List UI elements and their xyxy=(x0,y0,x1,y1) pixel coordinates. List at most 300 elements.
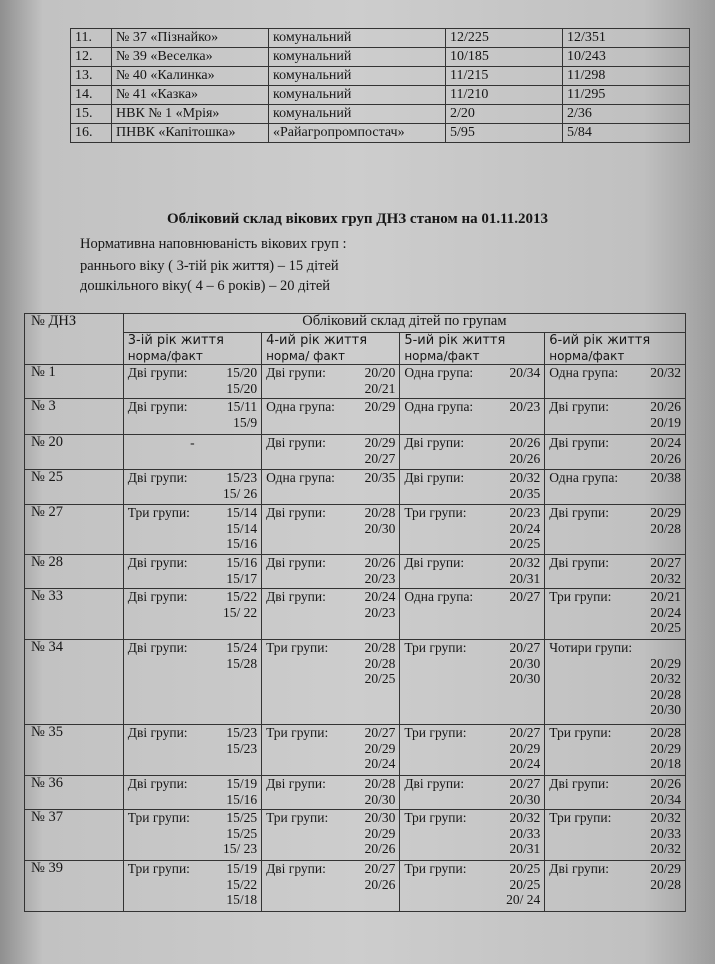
norm-fact-values xyxy=(509,365,540,381)
group-cell xyxy=(400,589,545,640)
norm-fact-value: 20/28 xyxy=(364,655,396,671)
table-row xyxy=(25,555,686,589)
norm-fact-value: 15/16 xyxy=(226,536,258,551)
dnz-number: № 35 xyxy=(25,725,124,776)
group-count: Одна група: xyxy=(266,399,335,414)
group-count: Дві групи: xyxy=(404,555,465,570)
norm-fact-value: 20/26 xyxy=(650,776,681,791)
cell-num: 15. xyxy=(71,105,112,124)
group-count: Дві групи: xyxy=(266,589,326,604)
group-content xyxy=(404,861,540,908)
norm-fact-value: 20/30 xyxy=(364,520,396,536)
group-cell xyxy=(262,589,400,640)
group-count: Дві групи: xyxy=(549,776,610,791)
norm-fact-value: 20/24 xyxy=(364,589,396,604)
norm-fact-values xyxy=(365,725,396,772)
group-count: Дві групи: xyxy=(549,861,610,876)
norm-line-3: дошкільного віку( 4 – 6 років) – 20 дітей xyxy=(80,278,331,294)
group-content xyxy=(404,776,540,807)
cell-form: комунальний xyxy=(269,67,446,86)
group-content xyxy=(128,399,257,430)
norm-fact-value: 20/21 xyxy=(364,380,396,396)
group-content xyxy=(404,365,540,381)
group-content xyxy=(549,776,681,807)
dnz-number: № 36 xyxy=(25,776,124,810)
cell-name: ПНВК «Капітошка» xyxy=(112,124,269,143)
group-cell xyxy=(545,776,686,810)
norm-fact-values xyxy=(650,776,681,807)
group-content xyxy=(549,725,681,772)
group-content xyxy=(266,435,395,466)
group-count: Дві групи: xyxy=(549,505,610,520)
dnz-number: № 34 xyxy=(25,640,124,725)
group-count: Три групи: xyxy=(266,640,329,655)
age-title: 6-ий рік життя xyxy=(549,333,651,348)
norm-fact-values xyxy=(509,640,540,687)
group-cell xyxy=(262,399,400,435)
group-cell xyxy=(123,776,261,810)
group-count: Одна група: xyxy=(404,399,474,414)
norm-fact-value: 20/ 24 xyxy=(506,892,541,907)
group-count: Три групи: xyxy=(127,861,190,876)
norm-fact-values xyxy=(549,656,681,718)
group-cell xyxy=(262,505,400,555)
group-count: Дві групи: xyxy=(549,399,610,414)
table-row xyxy=(71,29,690,48)
group-content xyxy=(266,640,395,687)
age-title: 3-ій рік життя xyxy=(127,333,224,348)
norm-fact-value: 15/14 xyxy=(226,505,258,520)
cell-a: 10/185 xyxy=(446,48,563,67)
group-content xyxy=(266,365,395,396)
norm-fact-value: 20/23 xyxy=(509,399,541,414)
norm-fact-value: 15/24 xyxy=(226,640,258,655)
age-title: 4-ий рік життя xyxy=(266,333,368,348)
group-content xyxy=(266,861,395,892)
cell-a: 11/210 xyxy=(446,86,563,105)
group-content xyxy=(404,470,540,501)
norm-fact-value: 20/32 xyxy=(650,365,681,380)
age-subtitle: норма/факт xyxy=(127,348,203,363)
group-content xyxy=(266,725,395,772)
cell-b: 12/351 xyxy=(563,29,690,48)
group-cell xyxy=(262,725,400,776)
group-cell xyxy=(123,725,261,776)
norm-fact-value: 20/26 xyxy=(509,435,541,450)
norm-fact-values xyxy=(226,555,257,586)
norm-line-1: Нормативна наповнюваність вікових груп : xyxy=(80,236,347,252)
norm-fact-value: 20/35 xyxy=(364,470,396,485)
age-header xyxy=(123,333,261,365)
group-count: Три групи: xyxy=(549,725,612,740)
norm-fact-value: 15/22 xyxy=(226,589,258,604)
group-content xyxy=(549,505,681,536)
table-row xyxy=(25,776,686,810)
group-count: Дві групи: xyxy=(266,365,326,380)
group-cell xyxy=(400,435,545,470)
group-content xyxy=(266,810,395,857)
group-cell xyxy=(400,640,545,725)
group-content xyxy=(128,725,257,756)
norm-fact-value: 20/25 xyxy=(650,620,681,635)
norm-fact-value: 20/25 xyxy=(509,861,541,876)
group-count: Три групи: xyxy=(404,810,467,825)
norm-fact-value: 20/27 xyxy=(364,725,396,740)
group-count: Одна група: xyxy=(549,470,619,485)
norm-fact-value: 20/30 xyxy=(509,791,541,807)
group-count: - xyxy=(190,435,195,450)
group-count: Дві групи: xyxy=(127,365,188,380)
norm-fact-value: 20/30 xyxy=(364,791,396,807)
cell-name: № 37 «Пізнайко» xyxy=(112,29,269,48)
group-count: Дві групи: xyxy=(127,589,188,604)
group-count: Дві групи: xyxy=(127,399,188,414)
norm-fact-value: 20/24 xyxy=(650,604,681,620)
norm-fact-values xyxy=(226,725,257,756)
table-row xyxy=(71,67,690,86)
table-row xyxy=(71,124,690,143)
table-row xyxy=(25,470,686,505)
group-content xyxy=(404,640,540,687)
norm-fact-value: 20/27 xyxy=(509,589,541,604)
norm-fact-values xyxy=(365,861,396,892)
norm-fact-value: 20/30 xyxy=(509,655,541,671)
group-count: Дві групи: xyxy=(127,470,188,485)
norm-fact-values xyxy=(365,399,396,415)
norm-fact-value: 20/32 xyxy=(509,810,541,825)
norm-fact-value: 20/29 xyxy=(364,399,396,414)
norm-fact-value: 20/29 xyxy=(364,825,396,841)
group-count: Одна група: xyxy=(404,365,474,380)
group-count: Три групи: xyxy=(404,505,467,520)
norm-fact-value: 20/33 xyxy=(650,825,681,841)
group-cell xyxy=(262,555,400,589)
group-cell xyxy=(262,810,400,861)
norm-fact-value: 20/29 xyxy=(650,740,681,756)
cell-name: № 39 «Веселка» xyxy=(112,48,269,67)
group-cell xyxy=(545,470,686,505)
norm-fact-value: 20/28 xyxy=(650,686,681,702)
composition-header: Обліковий склад дітей по групам xyxy=(123,314,685,333)
group-content xyxy=(549,861,681,892)
cell-form: комунальний xyxy=(269,48,446,67)
age-subtitle: норма/ факт xyxy=(266,348,345,363)
norm-fact-value: 20/27 xyxy=(364,861,396,876)
age-title: 5-ий рік життя xyxy=(404,333,506,348)
norm-fact-value: 15/19 xyxy=(226,861,258,876)
norm-fact-values xyxy=(509,435,540,466)
group-count: Дві групи: xyxy=(127,725,188,740)
group-count: Дві групи: xyxy=(127,640,188,655)
norm-fact-values xyxy=(509,399,540,415)
group-count: Дві групи: xyxy=(266,555,326,570)
group-cell xyxy=(123,435,261,470)
group-count: Чотири групи: xyxy=(549,640,633,655)
norm-fact-value: 20/24 xyxy=(364,756,396,771)
norm-fact-values xyxy=(650,810,681,857)
norm-fact-value: 20/30 xyxy=(650,702,681,717)
norm-fact-values xyxy=(509,555,540,586)
group-count: Одна група: xyxy=(266,470,335,485)
group-content xyxy=(404,589,540,605)
group-cell xyxy=(123,555,261,589)
group-count: Дві групи: xyxy=(549,435,610,450)
norm-fact-value: 20/21 xyxy=(650,589,681,604)
cell-num: 13. xyxy=(71,67,112,86)
group-count: Три групи: xyxy=(404,640,467,655)
group-cell xyxy=(123,365,261,399)
group-cell xyxy=(400,810,545,861)
cell-num: 14. xyxy=(71,86,112,105)
norm-fact-values xyxy=(509,505,540,552)
table-row xyxy=(25,861,686,912)
group-cell xyxy=(400,470,545,505)
cell-b: 5/84 xyxy=(563,124,690,143)
group-cell xyxy=(400,776,545,810)
norm-fact-value: 15/25 xyxy=(226,825,258,841)
norm-fact-value: 20/34 xyxy=(650,791,681,807)
norm-fact-value: 20/32 xyxy=(509,470,541,485)
group-content xyxy=(404,399,540,415)
cell-form: комунальний xyxy=(269,86,446,105)
norm-fact-value: 20/19 xyxy=(650,414,681,430)
group-content xyxy=(549,589,681,636)
dnz-number: № 33 xyxy=(25,589,124,640)
norm-fact-values xyxy=(223,810,257,857)
cell-a: 11/215 xyxy=(446,67,563,86)
norm-fact-value: 15/ 22 xyxy=(222,604,258,620)
group-count: Три групи: xyxy=(549,589,612,604)
norm-fact-value: 20/28 xyxy=(364,776,396,791)
group-count: Дві групи: xyxy=(404,435,465,450)
group-count: Одна група: xyxy=(549,365,619,380)
kindergarten-list-table xyxy=(70,28,690,143)
norm-fact-values xyxy=(650,435,681,466)
cell-name: № 41 «Казка» xyxy=(112,86,269,105)
group-content xyxy=(266,505,395,536)
norm-fact-value: 20/27 xyxy=(509,725,541,740)
norm-fact-value: 15/ 23 xyxy=(222,841,258,856)
group-cell xyxy=(123,505,261,555)
group-cell xyxy=(262,470,400,505)
norm-fact-values xyxy=(365,505,396,536)
group-count: Дві групи: xyxy=(404,776,465,791)
group-content xyxy=(128,505,257,552)
cell-num: 11. xyxy=(71,29,112,48)
group-count: Три групи: xyxy=(404,725,467,740)
group-count: Дві групи: xyxy=(266,776,326,791)
norm-fact-value: 20/32 xyxy=(650,841,681,856)
group-content xyxy=(549,365,681,381)
group-cell xyxy=(123,640,261,725)
norm-fact-values xyxy=(226,861,257,908)
cell-num: 16. xyxy=(71,124,112,143)
norm-fact-value: 20/18 xyxy=(650,756,681,771)
dnz-number: № 3 xyxy=(25,399,124,435)
norm-fact-value: 20/28 xyxy=(650,876,681,892)
group-cell xyxy=(545,399,686,435)
norm-fact-value: 15/16 xyxy=(226,555,258,570)
age-subtitle: норма/факт xyxy=(404,348,480,363)
norm-fact-values xyxy=(226,640,257,671)
age-header xyxy=(545,333,686,365)
norm-fact-value: 15/25 xyxy=(226,810,258,825)
norm-fact-value: 20/26 xyxy=(364,555,396,570)
norm-fact-values xyxy=(650,365,681,381)
group-cell xyxy=(545,861,686,912)
norm-fact-value: 20/26 xyxy=(364,876,396,892)
group-content xyxy=(128,435,257,451)
norm-fact-values xyxy=(650,470,681,486)
norm-fact-value: 15/20 xyxy=(226,365,258,380)
norm-fact-value: 15/ 26 xyxy=(222,485,258,501)
norm-fact-values xyxy=(650,399,681,430)
norm-fact-value: 20/30 xyxy=(364,810,396,825)
cell-form: комунальний xyxy=(269,29,446,48)
norm-fact-value: 20/29 xyxy=(650,505,681,520)
group-content xyxy=(549,810,681,857)
norm-fact-value: 20/29 xyxy=(509,740,541,756)
norm-fact-values xyxy=(365,776,396,807)
norm-fact-value: 20/27 xyxy=(509,640,541,655)
norm-fact-values xyxy=(365,555,396,586)
norm-fact-values xyxy=(365,365,396,396)
col-dnz-header: № ДНЗ xyxy=(25,314,124,365)
norm-fact-value: 20/23 xyxy=(364,604,396,620)
norm-fact-value: 20/27 xyxy=(650,555,681,570)
norm-fact-value: 20/25 xyxy=(509,876,541,892)
group-content xyxy=(128,589,257,620)
group-cell xyxy=(400,399,545,435)
table-row xyxy=(25,399,686,435)
norm-fact-values xyxy=(509,589,540,605)
dnz-number: № 1 xyxy=(25,365,124,399)
group-cell xyxy=(545,555,686,589)
group-content xyxy=(266,776,395,807)
table-row xyxy=(25,589,686,640)
norm-fact-value: 20/29 xyxy=(650,655,681,671)
group-content xyxy=(128,776,257,807)
norm-fact-value: 20/23 xyxy=(509,505,541,520)
norm-fact-value: 20/31 xyxy=(509,570,541,586)
group-cell xyxy=(545,640,686,725)
table-row xyxy=(25,725,686,776)
group-count: Одна група: xyxy=(404,589,474,604)
norm-fact-values xyxy=(509,470,540,501)
norm-fact-value: 15/9 xyxy=(233,414,258,430)
norm-fact-value: 20/28 xyxy=(364,505,396,520)
table-row xyxy=(71,48,690,67)
norm-fact-values xyxy=(650,555,681,586)
dnz-number: № 28 xyxy=(25,555,124,589)
group-cell xyxy=(545,435,686,470)
norm-fact-values xyxy=(365,810,396,857)
norm-fact-value: 15/17 xyxy=(226,570,258,586)
group-content xyxy=(128,810,257,857)
norm-fact-value: 20/35 xyxy=(509,485,541,501)
dnz-number: № 27 xyxy=(25,505,124,555)
norm-fact-value: 20/27 xyxy=(364,450,396,466)
norm-fact-value: 20/28 xyxy=(650,520,681,536)
group-content xyxy=(549,555,681,586)
norm-fact-values xyxy=(365,435,396,466)
group-content xyxy=(128,861,257,908)
norm-fact-values xyxy=(509,810,540,857)
cell-name: № 40 «Калинка» xyxy=(112,67,269,86)
age-subtitle: норма/факт xyxy=(549,348,625,363)
group-count: Три групи: xyxy=(127,505,190,520)
norm-fact-value: 20/38 xyxy=(650,470,681,485)
group-cell xyxy=(123,470,261,505)
group-content xyxy=(549,470,681,486)
group-count: Дві групи: xyxy=(266,435,326,450)
norm-fact-value: 20/26 xyxy=(364,841,396,856)
norm-fact-value: 20/20 xyxy=(364,365,396,380)
norm-fact-value: 20/32 xyxy=(509,555,541,570)
norm-fact-values xyxy=(226,365,257,396)
group-cell xyxy=(123,399,261,435)
norm-fact-value: 20/28 xyxy=(364,640,396,655)
group-cell xyxy=(123,589,261,640)
norm-fact-value: 20/32 xyxy=(650,570,681,586)
table-row xyxy=(25,435,686,470)
norm-fact-value: 15/28 xyxy=(226,655,258,671)
norm-fact-values xyxy=(226,776,257,807)
group-content xyxy=(266,399,395,415)
norm-fact-value: 15/22 xyxy=(226,876,258,892)
group-cell xyxy=(262,776,400,810)
group-content xyxy=(266,589,395,620)
cell-b: 2/36 xyxy=(563,105,690,124)
cell-a: 2/20 xyxy=(446,105,563,124)
group-cell xyxy=(400,725,545,776)
norm-fact-value: 15/20 xyxy=(226,380,258,396)
group-count: Дві групи: xyxy=(549,555,610,570)
norm-fact-value: 20/27 xyxy=(509,776,541,791)
norm-fact-value: 15/11 xyxy=(226,399,258,414)
norm-fact-values xyxy=(223,589,257,620)
norm-fact-value: 20/23 xyxy=(364,570,396,586)
norm-fact-value: 20/34 xyxy=(509,365,541,380)
group-content xyxy=(404,505,540,552)
group-cell xyxy=(400,505,545,555)
norm-fact-values xyxy=(650,589,681,636)
group-content xyxy=(128,555,257,586)
group-cell xyxy=(262,861,400,912)
norm-fact-value: 20/29 xyxy=(364,435,396,450)
norm-fact-value: 20/29 xyxy=(650,861,681,876)
group-cell xyxy=(545,365,686,399)
norm-fact-value: 20/24 xyxy=(509,756,541,771)
group-content xyxy=(549,399,681,430)
norm-fact-values xyxy=(226,505,257,552)
norm-fact-values xyxy=(223,470,257,501)
norm-fact-value: 20/31 xyxy=(509,841,541,856)
norm-fact-value: 20/25 xyxy=(509,536,541,551)
group-content xyxy=(266,555,395,586)
norm-fact-value: 20/25 xyxy=(364,671,396,686)
group-cell xyxy=(123,861,261,912)
section-heading: Обліковий склад вікових груп ДНЗ станом на 01.11.2013 xyxy=(166,211,549,227)
group-cell xyxy=(262,640,400,725)
group-content xyxy=(128,640,257,671)
group-count: Дві групи: xyxy=(127,776,188,791)
group-content xyxy=(266,470,395,486)
norm-fact-values xyxy=(650,725,681,772)
table-row xyxy=(71,86,690,105)
cell-b: 11/298 xyxy=(563,67,690,86)
group-content xyxy=(404,810,540,857)
